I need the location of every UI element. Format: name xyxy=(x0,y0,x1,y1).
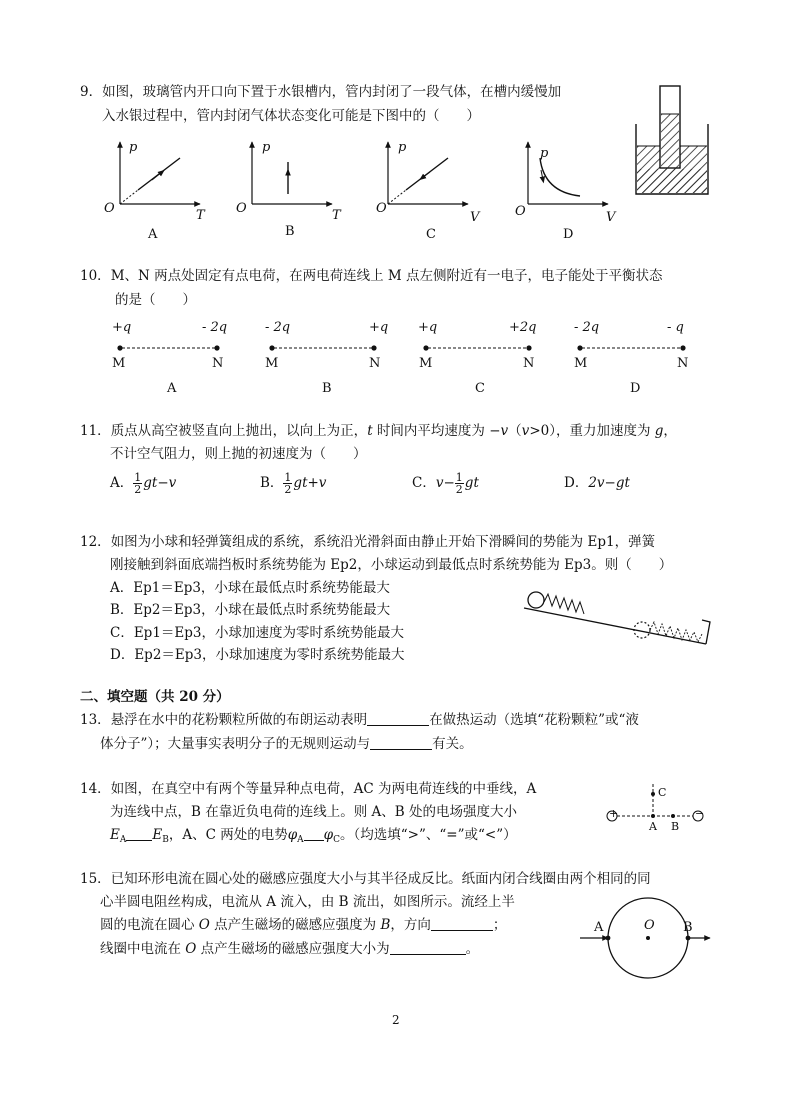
q12-option-b[interactable]: B．Ep2＝Ep3，小球在最低点时系统势能最大 xyxy=(110,602,391,618)
graph-b-o: O xyxy=(236,201,247,216)
graph-c-p: p xyxy=(398,140,407,155)
q12-incline-figure xyxy=(520,588,720,660)
q14-minus-sign: − xyxy=(695,807,705,820)
page-number: 2 xyxy=(392,1013,400,1027)
q13-blank-1[interactable] xyxy=(367,711,429,726)
q14-line1: 14．如图，在真空中有两个等量异种点电荷，AC 为两电荷连线的中垂线，A xyxy=(80,781,537,797)
q10-a-n-charge: - 2q xyxy=(202,320,228,335)
graph-a-label: A xyxy=(148,227,158,242)
q11-option-d[interactable]: D．2v−gt xyxy=(564,475,630,491)
q15-line3: 圆的电流在圆心 O 点产生磁场的磁感应强度为 B，方向 ； xyxy=(100,917,507,933)
q10-line1: 10．M、N 两点处固定有点电荷，在两电荷连线上 M 点左侧附近有一电子，电子能处于平衡状态 xyxy=(80,268,663,284)
q10-b-n-charge: +q xyxy=(369,320,389,335)
q10-d-n-charge: - q xyxy=(667,320,684,335)
q13-blank-2[interactable] xyxy=(370,735,432,750)
q15-line1: 15．已知环形电流在圆心处的磁感应强度大小与其半径成反比。纸面内闭合线圈由两个相同的同 xyxy=(80,871,651,887)
graph-d-o: O xyxy=(515,204,526,219)
q15-a-label: A xyxy=(594,920,604,935)
graph-d-label: D xyxy=(563,227,574,242)
graph-c-label: C xyxy=(426,227,436,242)
q10-a-m: M xyxy=(112,356,126,371)
q14-line3: $E_A$ $E_B$，A、C 两处的电势$\varphi_A$ $\varphi_C$。（均选填“>”、“=”或“<”） xyxy=(110,827,517,845)
graph-a-o: O xyxy=(104,201,115,216)
q10-a-m-charge: +q xyxy=(112,320,132,335)
q10-b-label: B xyxy=(322,381,332,396)
graph-d-v: V xyxy=(606,210,616,225)
q10-c-m-charge: +q xyxy=(418,320,438,335)
q10-c-m: M xyxy=(419,356,433,371)
q10-b-n: N xyxy=(369,356,381,371)
q14-line2: 为连线中点，B 在靠近负电荷的连线上。则 A、B 处的电场强度大小 xyxy=(110,804,517,820)
graph-a-t: T xyxy=(196,208,205,223)
q10-b-m: M xyxy=(265,356,279,371)
graph-c-v: V xyxy=(470,210,480,225)
graph-b-label: B xyxy=(285,224,295,239)
q14-plus-sign: + xyxy=(609,807,619,820)
q15-blank-2[interactable] xyxy=(390,940,466,955)
q11-option-b[interactable]: B． $\frac{1}{2}$ gt+v xyxy=(260,471,327,496)
q10-b-m-charge: - 2q xyxy=(265,320,291,335)
q11-option-a[interactable]: A． $\frac{1}{2}$ gt−v xyxy=(110,471,177,496)
q12-option-d[interactable]: D．Ep2＝Ep3，小球加速度为零时系统势能最大 xyxy=(110,647,405,663)
q10-option-c-line xyxy=(423,345,531,350)
q10-d-m: M xyxy=(574,356,588,371)
q12-option-a[interactable]: A．Ep1＝Ep3，小球在最低点时系统势能最大 xyxy=(110,580,390,596)
q12-line1: 12．如图为小球和轻弹簧组成的系统，系统沿光滑斜面由静止开始下滑瞬间的势能为 Ep1，弹簧 xyxy=(80,534,656,550)
q10-c-n-charge: +2q xyxy=(509,320,537,335)
graph-b-p: p xyxy=(262,140,271,155)
q11-option-c[interactable]: C．v− $\frac{1}{2}$ gt xyxy=(412,471,479,496)
q10-d-label: D xyxy=(630,381,641,396)
q14-b-label: B xyxy=(671,820,680,833)
graph-b-t: T xyxy=(332,208,341,223)
graph-d-p: p xyxy=(540,146,549,161)
q10-a-n: N xyxy=(212,356,224,371)
q10-c-label: C xyxy=(475,381,485,396)
q10-option-a-line xyxy=(117,345,219,350)
q10-d-m-charge: - 2q xyxy=(574,320,600,335)
q12-option-c[interactable]: C．Ep1＝Ep3，小球加速度为零时系统势能最大 xyxy=(110,625,405,641)
q10-option-b-line xyxy=(269,345,376,350)
graph-c-o: O xyxy=(376,201,387,216)
q12-line2: 刚接触到斜面底端挡板时系统势能为 Ep2，小球运动到最低点时系统势能为 Ep3。则（ ） xyxy=(110,557,673,573)
q9-line2: 入水银过程中，管内封闭气体状态变化可能是下图中的（ ） xyxy=(102,108,480,124)
q10-line2: 的是（ ） xyxy=(115,292,196,308)
q15-b-label: B xyxy=(683,920,693,935)
q15-coil-figure xyxy=(576,896,716,986)
q10-charge-lines xyxy=(100,340,700,360)
q10-d-n: N xyxy=(677,356,689,371)
q11-line1: 11．质点从高空被竖直向上抛出，以向上为正，t 时间内平均速度为 −v（v>0），重力加速度为 g， xyxy=(80,423,677,439)
q13-line2: 体分子”）；大量事实表明分子的无规则运动与 有关。 xyxy=(100,736,473,752)
q14-blank-2[interactable] xyxy=(304,826,324,841)
q10-option-d-line xyxy=(577,345,685,350)
q13-line1: 13．悬浮在水中的花粉颗粒所做的布朗运动表明 在做热运动（选填“花粉颗粒”或“液 xyxy=(80,712,639,728)
graph-a-p: p xyxy=(129,140,138,155)
q14-a-label: A xyxy=(649,820,657,833)
q14-blank-1[interactable] xyxy=(126,826,152,841)
q10-a-label: A xyxy=(167,381,177,396)
q15-o-label: O xyxy=(644,918,655,933)
q9-graphs xyxy=(100,140,660,245)
q14-c-label: C xyxy=(658,786,667,799)
q15-line2: 心半圆电阻丝构成，电流从 A 流入，由 B 流出，如图所示。流经上半 xyxy=(100,894,515,910)
section-title: 二、填空题（共 20 分） xyxy=(80,689,230,705)
q15-line4: 线圈中电流在 O 点产生磁场的磁感应强度大小为 。 xyxy=(100,941,480,957)
q15-blank-1[interactable] xyxy=(431,916,493,931)
q9-line1: 9．如图，玻璃管内开口向下置于水银槽内，管内封闭了一段气体，在槽内缓慢加 xyxy=(80,84,562,100)
q10-c-n: N xyxy=(523,356,535,371)
q11-line2: 不计空气阻力，则上抛的初速度为（ ） xyxy=(110,446,367,462)
